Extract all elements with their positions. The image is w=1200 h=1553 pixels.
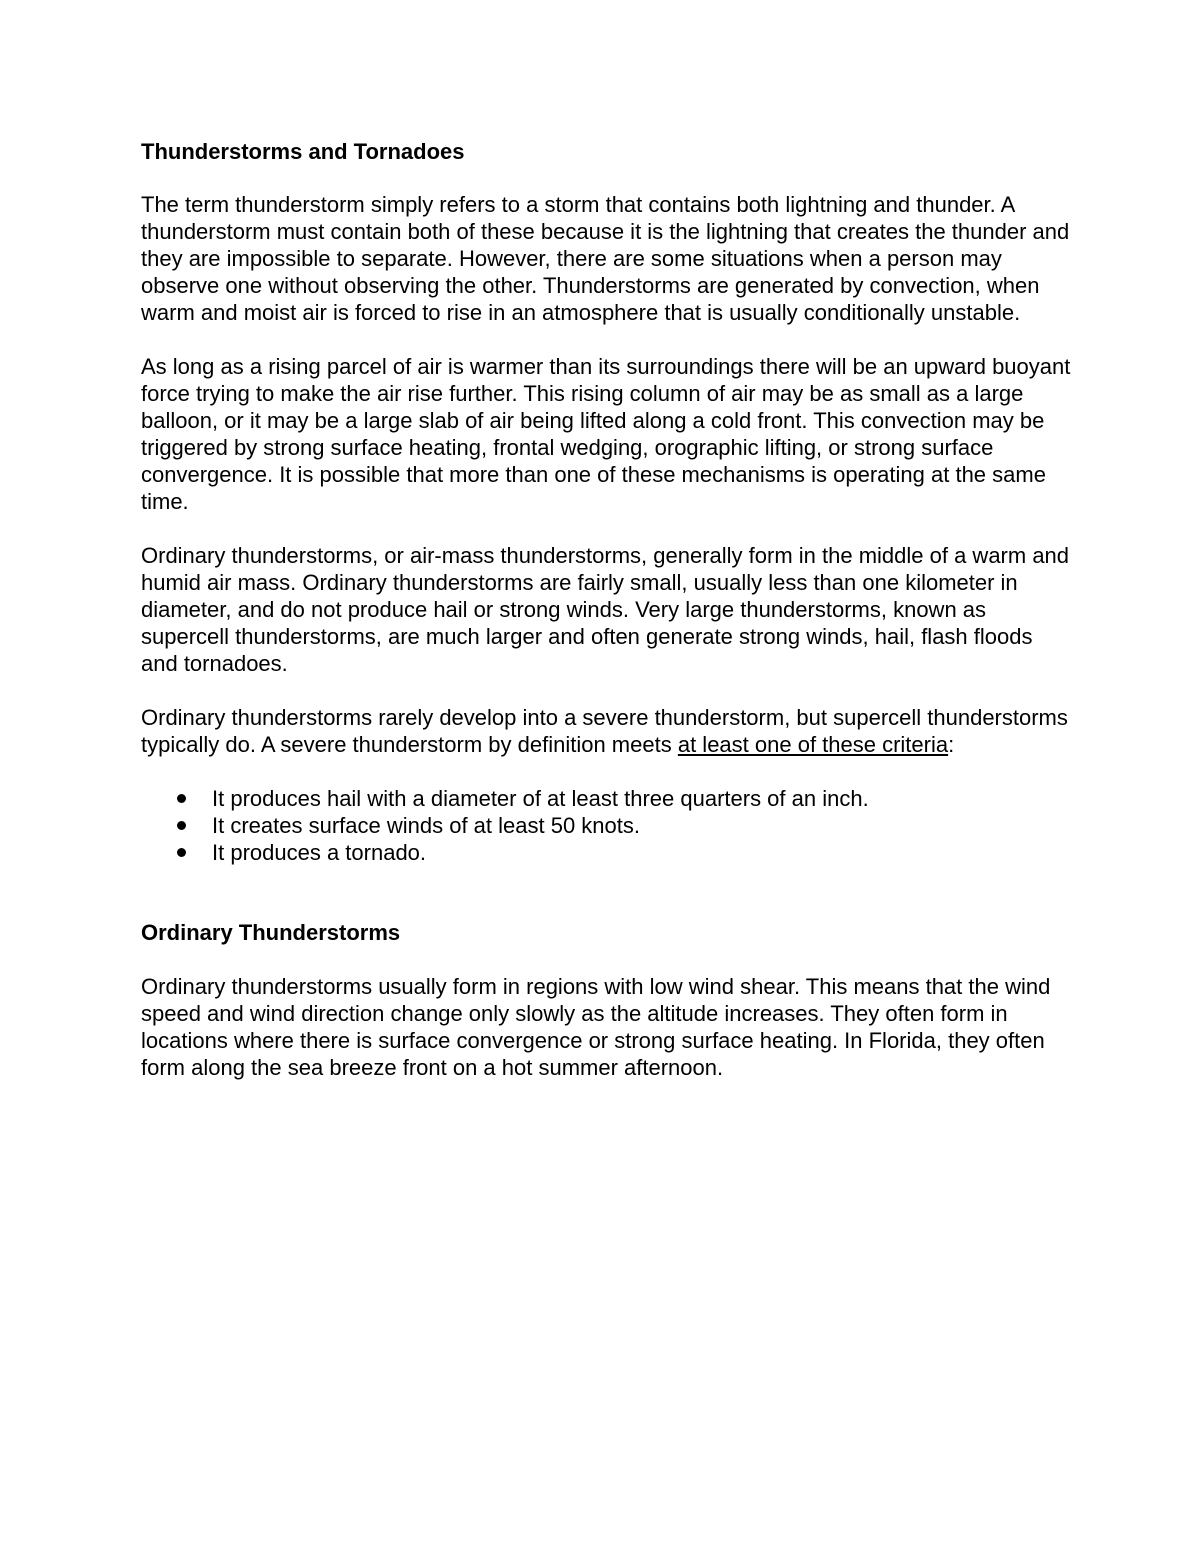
underlined-phrase: at least one of these criteria	[677, 732, 949, 757]
document-title: Thunderstorms and Tornadoes	[141, 139, 465, 164]
spacer	[141, 165, 1071, 191]
intro-paragraph-1: The term thunderstorm simply refers to a storm that contains both lightning and thunder. A thunderstorm must contain both of these because it is the lightning that creates the thunder and they are impossible to separate. However, there are some situations when a person may observe one without observing the other. Thunderstorms are generated by convection, when warm and moist air is forced to rise in an atmosphere that is usually conditionally unstable.	[141, 192, 1070, 325]
bullet-icon	[177, 848, 186, 857]
paragraph-4-text: Ordinary thunderstorms rarely develop into a severe thunderstorm, but supercell thunderstorms typically do. A severe thunderstorm by definition meets	[141, 705, 1068, 757]
document-page	[141, 138, 1071, 1081]
paragraph-4-colon: :	[948, 732, 955, 757]
list-item-text: It creates surface winds of at least 50 knots.	[212, 813, 640, 838]
bullet-icon	[177, 794, 186, 803]
criteria-list	[141, 785, 1071, 866]
spacer	[141, 677, 1071, 704]
list-item	[141, 839, 1071, 866]
bullet-icon	[177, 821, 186, 830]
list-item-text: It produces a tornado.	[212, 840, 427, 865]
spacer	[141, 866, 1071, 919]
list-item-text: It produces hail with a diameter of at least three quarters of an inch.	[212, 786, 869, 811]
list-item	[141, 812, 1071, 839]
section-paragraph: Ordinary thunderstorms usually form in regions with low wind shear. This means that the wind speed and wind direction change only slowly as the altitude increases. They often form in locations where there is surface convergence or strong surface heating. In Florida, they often form along the sea breeze front on a hot summer afternoon.	[141, 974, 1051, 1080]
list-item	[141, 785, 1071, 812]
spacer	[141, 758, 1071, 785]
intro-paragraph-2: As long as a rising parcel of air is warmer than its surroundings there will be an upward buoyant force trying to make the air rise further. This rising column of air may be as small as a large balloon, or it may be a large slab of air being lifted along a cold front. This convection may be triggered by strong surface heating, frontal wedging, orographic lifting, or strong surface convergence. It is possible that more than one of these mechanisms is operating at the same time.	[141, 354, 1071, 514]
spacer	[141, 515, 1071, 542]
spacer	[141, 946, 1071, 973]
intro-paragraph-3: Ordinary thunderstorms, or air-mass thunderstorms, generally form in the middle of a warm and humid air mass. Ordinary thunderstorms are fairly small, usually less than one kilometer in diameter, and do not produce hail or strong winds. Very large thunderstorms, known as supercell thunderstorms, are much larger and often generate strong winds, hail, flash floods and tornadoes.	[141, 543, 1070, 676]
intro-paragraph-4	[141, 704, 1071, 758]
spacer	[141, 326, 1071, 353]
section-heading: Ordinary Thunderstorms	[141, 920, 401, 945]
